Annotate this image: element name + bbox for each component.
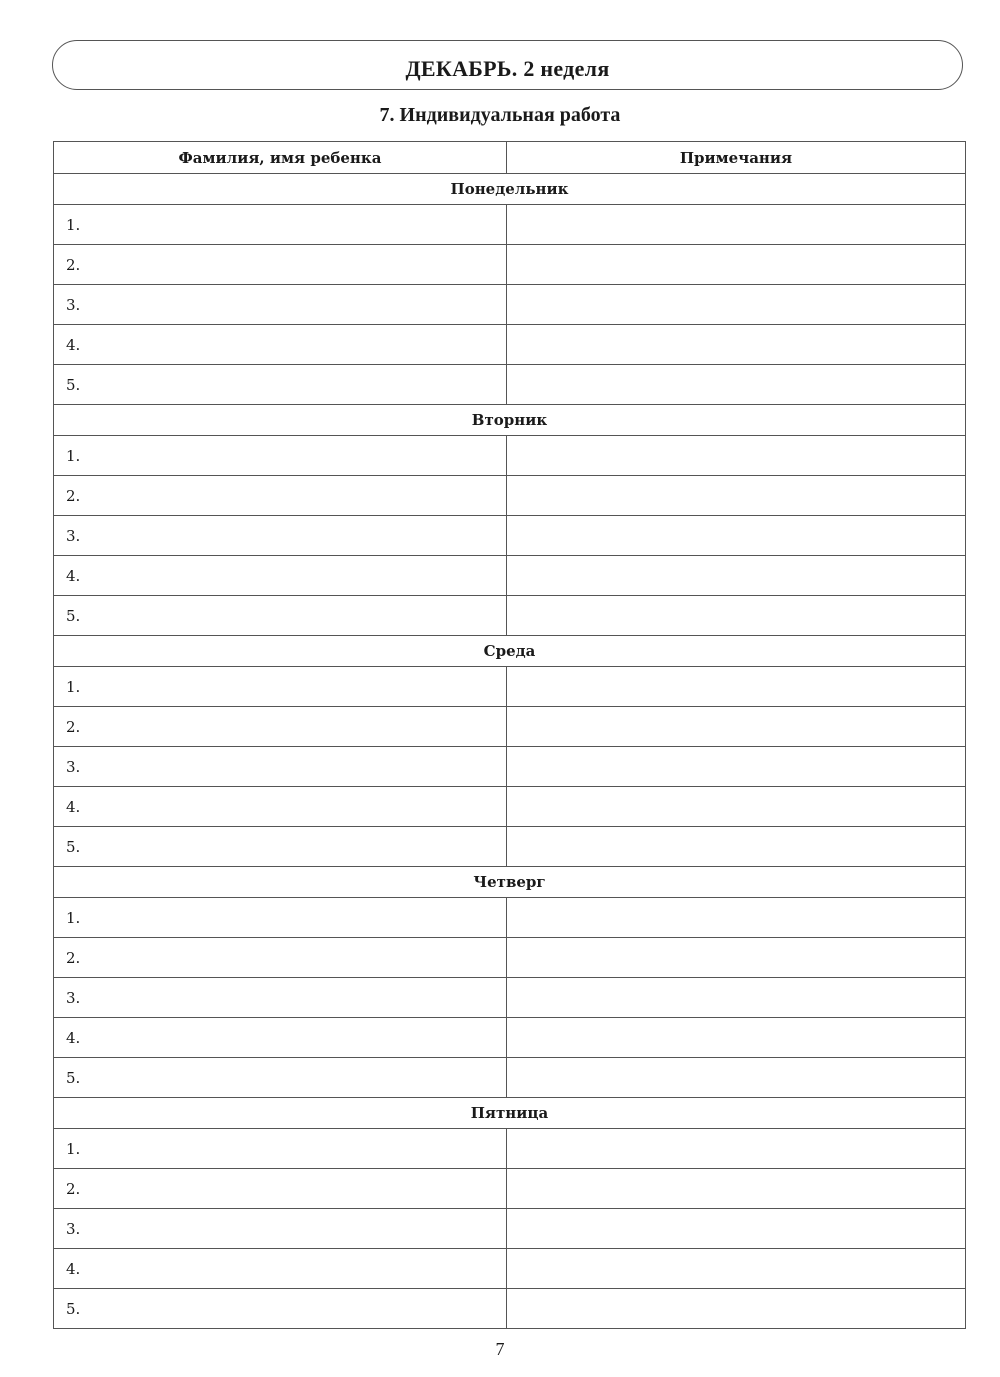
table-row: [54, 978, 966, 1018]
notes-cell[interactable]: [507, 596, 966, 636]
child-name-cell[interactable]: 2.: [54, 938, 507, 978]
notes-cell[interactable]: [507, 325, 966, 365]
table-row: [54, 707, 966, 747]
child-name-cell[interactable]: 1.: [54, 1129, 507, 1169]
child-name-cell[interactable]: 2.: [54, 707, 507, 747]
page-number: 7: [495, 1339, 505, 1359]
notes-cell[interactable]: [507, 245, 966, 285]
day-heading: Среда: [54, 636, 966, 667]
table-row: [54, 1249, 966, 1289]
table-row: [54, 667, 966, 707]
table-row: [54, 436, 966, 476]
day-section-row: [54, 174, 966, 205]
child-name-cell[interactable]: 4.: [54, 1018, 507, 1058]
child-name-cell[interactable]: 3.: [54, 1209, 507, 1249]
notes-cell[interactable]: [507, 556, 966, 596]
child-name-cell[interactable]: 2.: [54, 476, 507, 516]
child-name-cell[interactable]: 3.: [54, 516, 507, 556]
header-banner: [52, 40, 963, 90]
notes-cell[interactable]: [507, 707, 966, 747]
child-name-cell[interactable]: 4.: [54, 325, 507, 365]
table-row: [54, 747, 966, 787]
table-row: [54, 787, 966, 827]
day-section-row: [54, 1098, 966, 1129]
table-row: [54, 1058, 966, 1098]
notes-cell[interactable]: [507, 516, 966, 556]
day-section-row: [54, 867, 966, 898]
child-name-cell[interactable]: 1.: [54, 667, 507, 707]
child-name-cell[interactable]: 1.: [54, 205, 507, 245]
day-heading: Вторник: [54, 405, 966, 436]
child-name-cell[interactable]: 4.: [54, 787, 507, 827]
notes-cell[interactable]: [507, 285, 966, 325]
child-name-cell[interactable]: 3.: [54, 747, 507, 787]
day-section-row: [54, 636, 966, 667]
table-row: [54, 245, 966, 285]
child-name-cell[interactable]: 2.: [54, 1169, 507, 1209]
child-name-cell[interactable]: 3.: [54, 978, 507, 1018]
child-name-cell[interactable]: 5.: [54, 1058, 507, 1098]
notes-cell[interactable]: [507, 1129, 966, 1169]
child-name-cell[interactable]: 2.: [54, 245, 507, 285]
table-row: [54, 938, 966, 978]
table-row: [54, 827, 966, 867]
table-row: [54, 898, 966, 938]
day-heading: Понедельник: [54, 174, 966, 205]
table-row: [54, 476, 966, 516]
table-row: [54, 325, 966, 365]
individual-work-table: [53, 141, 966, 1329]
table-row: [54, 365, 966, 405]
day-heading: Четверг: [54, 867, 966, 898]
notes-cell[interactable]: [507, 1249, 966, 1289]
table-row: [54, 1209, 966, 1249]
table-row: [54, 1018, 966, 1058]
table-header-row: [54, 142, 966, 174]
day-section-row: [54, 405, 966, 436]
notes-cell[interactable]: [507, 827, 966, 867]
child-name-cell[interactable]: 5.: [54, 596, 507, 636]
table-row: [54, 1289, 966, 1329]
notes-cell[interactable]: [507, 1289, 966, 1329]
column-header-notes: Примечания: [507, 142, 966, 174]
table-row: [54, 596, 966, 636]
child-name-cell[interactable]: 4.: [54, 1249, 507, 1289]
notes-cell[interactable]: [507, 365, 966, 405]
notes-cell[interactable]: [507, 938, 966, 978]
child-name-cell[interactable]: 5.: [54, 827, 507, 867]
child-name-cell[interactable]: 5.: [54, 1289, 507, 1329]
child-name-cell[interactable]: 1.: [54, 898, 507, 938]
day-heading: Пятница: [54, 1098, 966, 1129]
column-header-child-name: Фамилия, имя ребенка: [54, 142, 507, 174]
notes-cell[interactable]: [507, 1169, 966, 1209]
notes-cell[interactable]: [507, 1209, 966, 1249]
notes-cell[interactable]: [507, 747, 966, 787]
child-name-cell[interactable]: 1.: [54, 436, 507, 476]
notes-cell[interactable]: [507, 898, 966, 938]
table-row: [54, 205, 966, 245]
notes-cell[interactable]: [507, 476, 966, 516]
notes-cell[interactable]: [507, 978, 966, 1018]
notes-cell[interactable]: [507, 667, 966, 707]
child-name-cell[interactable]: 5.: [54, 365, 507, 405]
table-body: [54, 142, 966, 1329]
child-name-cell[interactable]: 4.: [54, 556, 507, 596]
table-row: [54, 556, 966, 596]
notes-cell[interactable]: [507, 1018, 966, 1058]
section-title: 7. Индивидуальная работа: [379, 104, 621, 126]
notes-cell[interactable]: [507, 205, 966, 245]
page-title: ДЕКАБРЬ. 2 неделя: [405, 56, 610, 81]
notes-cell[interactable]: [507, 1058, 966, 1098]
table-row: [54, 1129, 966, 1169]
table-row: [54, 1169, 966, 1209]
child-name-cell[interactable]: 3.: [54, 285, 507, 325]
notes-cell[interactable]: [507, 787, 966, 827]
table-row: [54, 516, 966, 556]
table-row: [54, 285, 966, 325]
notes-cell[interactable]: [507, 436, 966, 476]
